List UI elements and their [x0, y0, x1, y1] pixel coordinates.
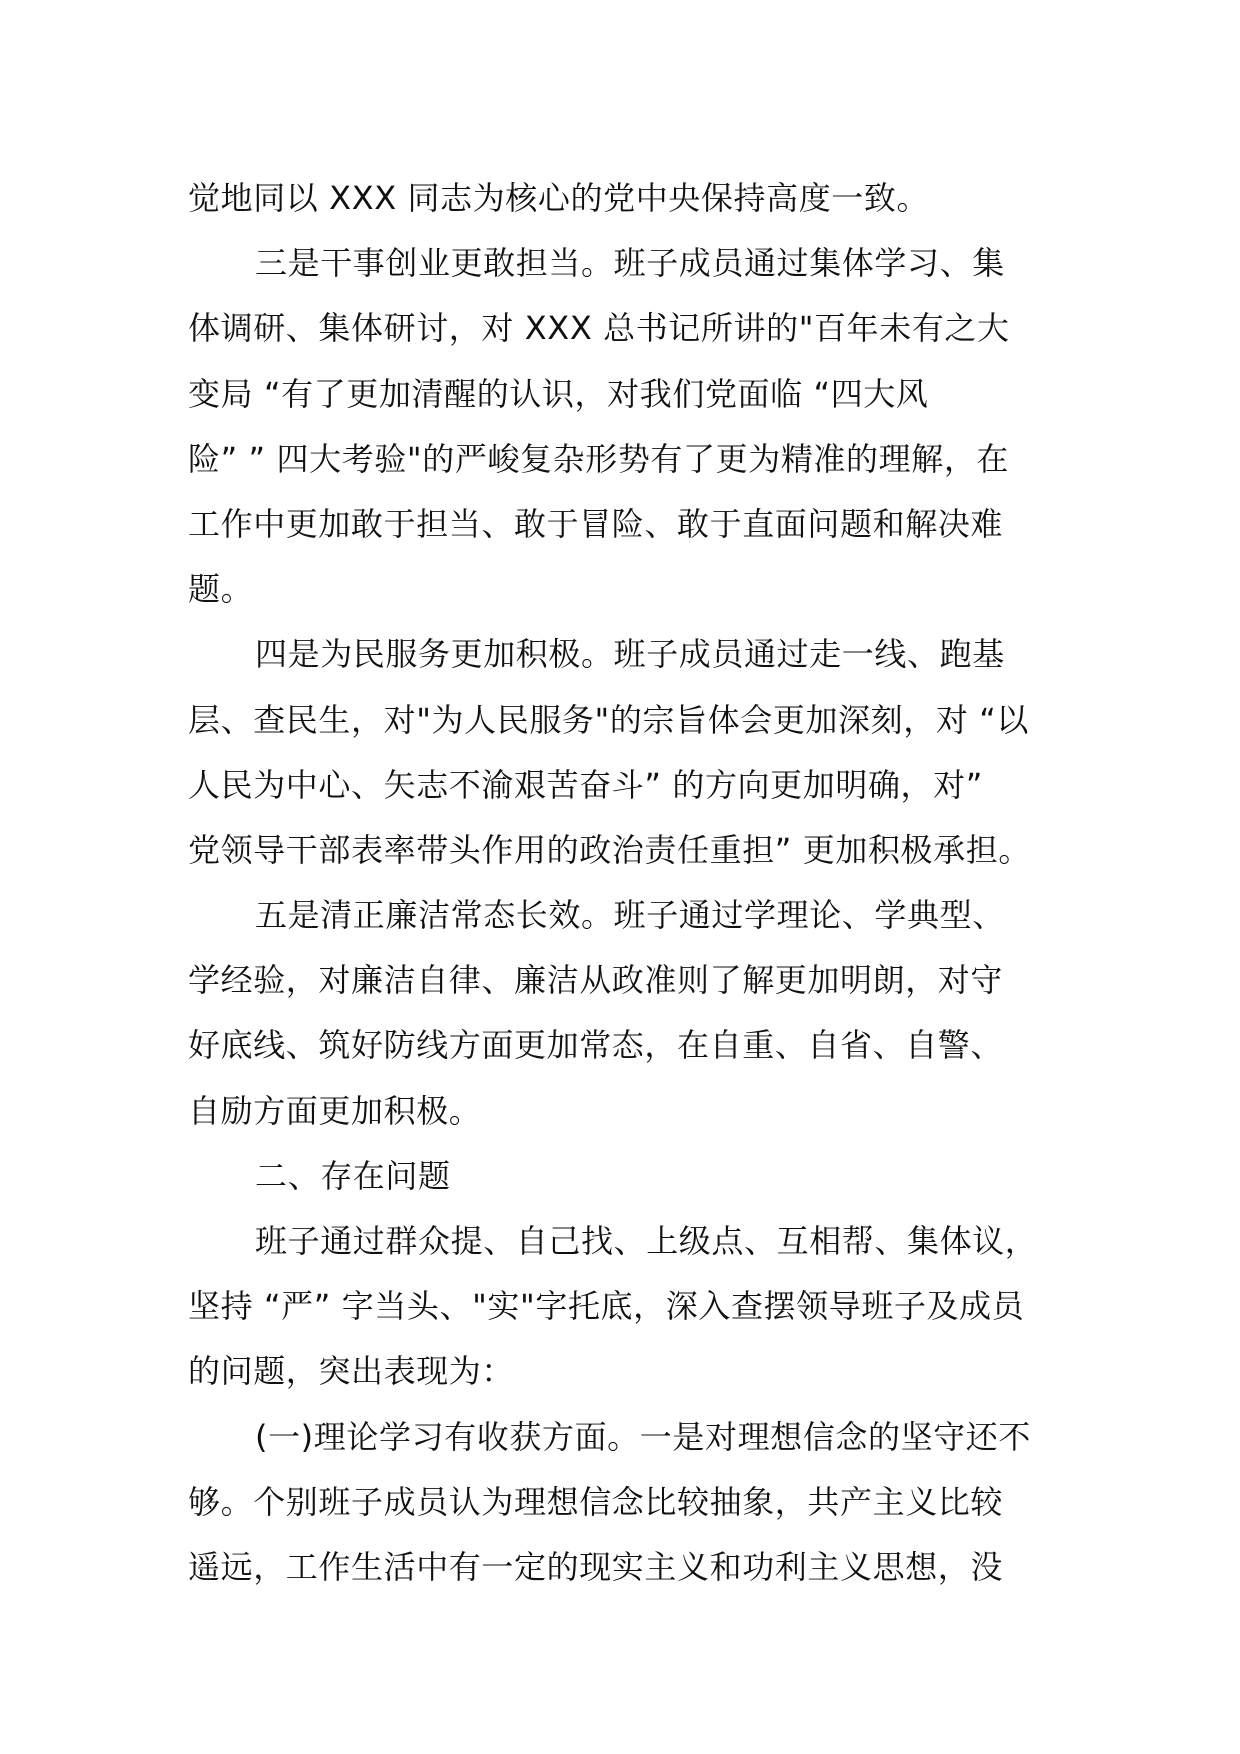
text-line: 题。	[188, 570, 254, 609]
text-line: 的问题，突出表现为：	[188, 1352, 515, 1391]
text-line: 体调研、集体研讨，对 XXX 总书记所讲的"百年未有之大	[188, 309, 1010, 348]
text-line: 变局 “有了更加清醒的认识，对我们党面临 “四大风	[188, 374, 929, 413]
text-line: 自励方面更加积极。	[188, 1091, 482, 1130]
paragraph-start-line: 三是干事创业更敢担当。班子成员通过集体学习、集	[255, 244, 1005, 283]
text-line: 党领导干部表率带头作用的政治责任重担” 更加积极承担。	[188, 830, 1031, 869]
text-line: 人民为中心、矢志不渝艰苦奋斗” 的方向更加明确，对”	[188, 765, 983, 804]
text-line: 坚持 “严” 字当头、"实"字托底，深入查摆领导班子及成员	[188, 1287, 1025, 1326]
text-line: 好底线、筑好防线方面更加常态，在自重、自省、自警、	[188, 1026, 1004, 1065]
text-line: 险” ” 四大考验"的严峻复杂形势有了更为精准的理解，在	[188, 439, 1010, 478]
text-line: 工作中更加敢于担当、敢于冒险、敢于直面问题和解决难	[188, 504, 1004, 543]
paragraph-start-line: 班子通过群众提、自己找、上级点、互相帮、集体议，	[255, 1222, 1038, 1260]
subsection-start-line: (一)理论学习有收获方面。一是对理想信念的坚守还不	[255, 1417, 1031, 1456]
text-line: 学经验，对廉洁自律、廉洁从政准则了解更加明朗，对守	[188, 961, 1004, 1000]
paragraph-start-line: 四是为民服务更加积极。班子成员通过走一线、跑基	[255, 635, 1005, 674]
text-line: 层、查民生，对"为人民服务"的宗旨体会更加深刻，对 “以	[188, 700, 1029, 739]
section-heading: 二、存在问题	[255, 1156, 451, 1195]
text-line: 遥远，工作生活中有一定的现实主义和功利主义思想，没	[188, 1547, 1004, 1586]
paragraph-start-line: 五是清正廉洁常态长效。班子通过学理论、学典型、	[255, 896, 1005, 935]
text-line: 够。个别班子成员认为理想信念比较抽象，共产主义比较	[188, 1482, 1004, 1521]
document-body	[188, 166, 1068, 1600]
text-line: 觉地同以 XXX 同志为核心的党中央保持高度一致。	[188, 179, 930, 217]
